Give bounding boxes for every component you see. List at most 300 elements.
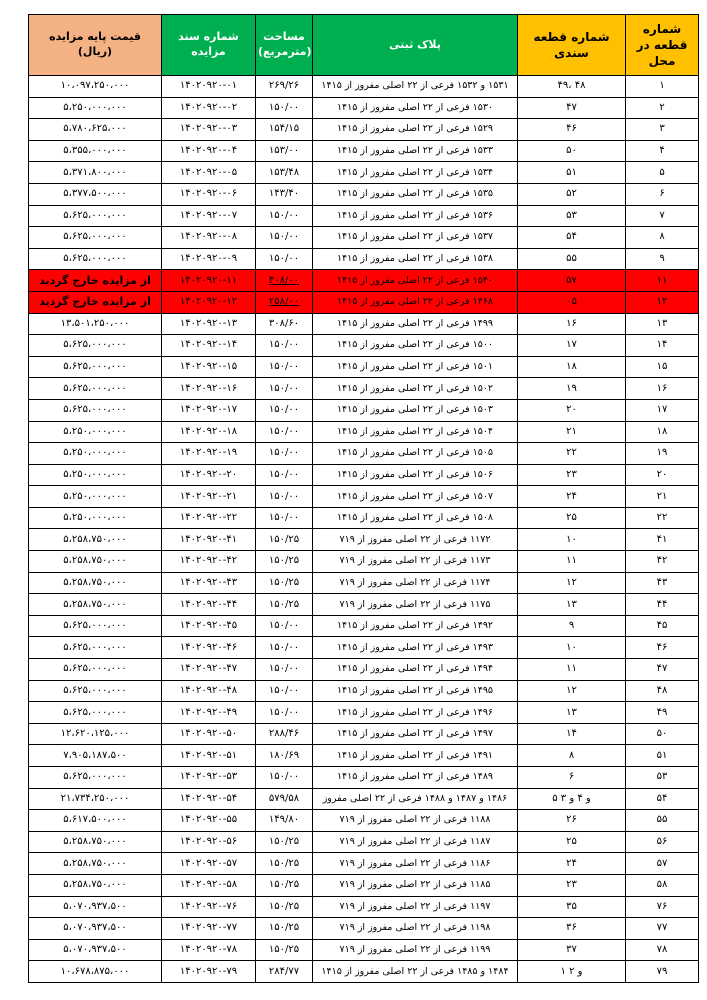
area-cell: ۱۸۰/۶۹: [256, 745, 313, 767]
price-cell: ۷،۹۰۵،۱۸۷،۵۰۰: [29, 745, 162, 767]
plak-cell: ۱۵۰۸ فرعی از ۲۲ اصلی مفروز از ۱۴۱۵: [313, 507, 518, 529]
table-row: [29, 896, 699, 918]
doc-number-cell: ۱۴۰۲۰۹۲۰-۵۴: [162, 788, 256, 810]
sanad-lot-cell: ۲۵: [518, 507, 626, 529]
price-cell: ۵،۰۷۰،۹۳۷،۵۰۰: [29, 939, 162, 961]
area-cell: ۳۰۸/۶۰: [256, 313, 313, 335]
area-cell: ۱۵۰/۲۵: [256, 874, 313, 896]
sanad-lot-cell: ۵۵: [518, 248, 626, 270]
doc-number-cell: ۱۴۰۲۰۹۲۰-۰۷: [162, 205, 256, 227]
table-row: [29, 680, 699, 702]
doc-number-cell: ۱۴۰۲۰۹۲۰-۷۶: [162, 896, 256, 918]
plak-cell: ۱۱۷۲ فرعی از ۲۲ اصلی مفروز از ۷۱۹: [313, 529, 518, 551]
table-row: [29, 637, 699, 659]
doc-number-cell: ۱۴۰۲۰۹۲۰-۰۳: [162, 119, 256, 141]
table-row: [29, 594, 699, 616]
local-lot-cell: ۴: [626, 140, 699, 162]
area-cell: ۲۸۸/۴۶: [256, 723, 313, 745]
area-cell: ۱۵۰/۲۵: [256, 594, 313, 616]
table-row: [29, 97, 699, 119]
table-row-removed: [29, 270, 699, 292]
sanad-lot-cell: ۲۰: [518, 399, 626, 421]
doc-number-cell: ۱۴۰۲۰۹۲۰-۴۱: [162, 529, 256, 551]
local-lot-cell: ۱۸: [626, 421, 699, 443]
plak-cell: ۱۵۴۰ فرعی از ۲۲ اصلی مفروز از ۱۴۱۵: [313, 270, 518, 292]
doc-number-cell: ۱۴۰۲۰۹۲۰-۱۱: [162, 270, 256, 292]
sanad-lot-cell: ۵۴: [518, 227, 626, 249]
price-cell: ۱۳،۵۰۱،۲۵۰،۰۰۰: [29, 313, 162, 335]
price-cell: ۵،۶۲۵،۰۰۰،۰۰۰: [29, 205, 162, 227]
area-cell: ۱۵۰/۰۰: [256, 399, 313, 421]
plak-cell: ۱۴۹۹ فرعی از ۲۲ اصلی مفروز از ۱۴۱۵: [313, 313, 518, 335]
table-row: [29, 961, 699, 983]
price-cell: ۱۰،۶۷۸،۸۷۵،۰۰۰: [29, 961, 162, 983]
local-lot-cell: ۴۱: [626, 529, 699, 551]
header-price: قیمت پایه مزایده (ریال): [29, 15, 162, 76]
area-cell: ۱۵۳/۰۰: [256, 140, 313, 162]
plak-cell: ۱۴۸۶ و ۱۴۸۷ و ۱۴۸۸ فرعی از ۲۲ اصلی مفروز: [313, 788, 518, 810]
header-sanad-lot: شماره قطعه سندی: [518, 15, 626, 76]
sanad-lot-cell: ۱۲: [518, 572, 626, 594]
plak-cell: ۱۵۳۷ فرعی از ۲۲ اصلی مفروز از ۱۴۱۵: [313, 227, 518, 249]
plak-cell: ۱۴۹۳ فرعی از ۲۲ اصلی مفروز از ۱۴۱۵: [313, 637, 518, 659]
doc-number-cell: ۱۴۰۲۰۹۲۰-۵۱: [162, 745, 256, 767]
plak-cell: ۱۵۳۶ فرعی از ۲۲ اصلی مفروز از ۱۴۱۵: [313, 205, 518, 227]
area-cell: ۱۵۰/۰۰: [256, 464, 313, 486]
doc-number-cell: ۱۴۰۲۰۹۲۰-۱۴: [162, 335, 256, 357]
local-lot-cell: ۵۷: [626, 853, 699, 875]
doc-number-cell: ۱۴۰۲۰۹۲۰-۴۸: [162, 680, 256, 702]
price-cell: ۵،۰۷۰،۹۳۷،۵۰۰: [29, 918, 162, 940]
plak-cell: ۱۵۳۵ فرعی از ۲۲ اصلی مفروز از ۱۴۱۵: [313, 183, 518, 205]
local-lot-cell: ۴۳: [626, 572, 699, 594]
sanad-lot-cell: ۵۰: [518, 140, 626, 162]
plak-cell: ۱۵۰۰ فرعی از ۲۲ اصلی مفروز از ۱۴۱۵: [313, 335, 518, 357]
area-cell: ۱۵۰/۰۰: [256, 486, 313, 508]
table-row: [29, 702, 699, 724]
price-cell: ۵،۶۲۵،۰۰۰،۰۰۰: [29, 356, 162, 378]
table-row: [29, 356, 699, 378]
table-row: [29, 486, 699, 508]
doc-number-cell: ۱۴۰۲۰۹۲۰-۴۳: [162, 572, 256, 594]
doc-number-cell: ۱۴۰۲۰۹۲۰-۰۱: [162, 76, 256, 98]
doc-number-cell: ۱۴۰۲۰۹۲۰-۱۵: [162, 356, 256, 378]
local-lot-cell: ۲: [626, 97, 699, 119]
sanad-lot-cell: ۶: [518, 767, 626, 789]
table-row: [29, 248, 699, 270]
price-cell: ۵،۶۱۷،۵۰۰،۰۰۰: [29, 810, 162, 832]
plak-cell: ۱۱۹۷ فرعی از ۲۲ اصلی مفروز از ۷۱۹: [313, 896, 518, 918]
area-cell: ۱۵۴/۱۵: [256, 119, 313, 141]
plak-cell: ۱۱۸۶ فرعی از ۲۲ اصلی مفروز از ۷۱۹: [313, 853, 518, 875]
local-lot-cell: ۲۲: [626, 507, 699, 529]
table-row: [29, 76, 699, 98]
plak-cell: ۱۱۸۵ فرعی از ۲۲ اصلی مفروز از ۷۱۹: [313, 874, 518, 896]
sanad-lot-cell: ۲۳: [518, 874, 626, 896]
local-lot-cell: ۴۵: [626, 615, 699, 637]
plak-cell: ۱۱۹۸ فرعی از ۲۲ اصلی مفروز از ۷۱۹: [313, 918, 518, 940]
area-cell: ۱۵۰/۰۰: [256, 767, 313, 789]
doc-number-cell: ۱۴۰۲۰۹۲۰-۵۸: [162, 874, 256, 896]
area-cell: ۱۵۰/۰۰: [256, 615, 313, 637]
sanad-lot-cell: ۳۶: [518, 918, 626, 940]
price-cell: ۵،۶۲۵،۰۰۰،۰۰۰: [29, 702, 162, 724]
sanad-lot-cell: ۱۲: [518, 680, 626, 702]
local-lot-cell: ۱۲: [626, 291, 699, 313]
price-cell: ۵،۲۵۸،۷۵۰،۰۰۰: [29, 874, 162, 896]
sanad-lot-cell: ۵۳: [518, 205, 626, 227]
plak-cell: ۱۵۳۴ فرعی از ۲۲ اصلی مفروز از ۱۴۱۵: [313, 162, 518, 184]
local-lot-cell: ۷۶: [626, 896, 699, 918]
sanad-lot-cell: ۲۴: [518, 853, 626, 875]
sanad-lot-cell: ۸: [518, 745, 626, 767]
local-lot-cell: ۴۸: [626, 680, 699, 702]
sanad-lot-cell: ۱ و ۲: [518, 961, 626, 983]
area-cell: ۱۵۰/۰۰: [256, 659, 313, 681]
sanad-lot-cell: ۱۱: [518, 551, 626, 573]
doc-number-cell: ۱۴۰۲۰۹۲۰-۰۶: [162, 183, 256, 205]
table-row: [29, 162, 699, 184]
area-cell: ۱۵۰/۰۰: [256, 680, 313, 702]
local-lot-cell: ۴۲: [626, 551, 699, 573]
table-row: [29, 831, 699, 853]
local-lot-cell: ۱۶: [626, 378, 699, 400]
doc-number-cell: ۱۴۰۲۰۹۲۰-۱۸: [162, 421, 256, 443]
table-row: [29, 745, 699, 767]
sanad-lot-cell: ۱۳: [518, 594, 626, 616]
sanad-lot-cell: ۳۷: [518, 939, 626, 961]
price-cell: ۱۲،۶۲۰،۱۲۵،۰۰۰: [29, 723, 162, 745]
area-cell: ۱۵۰/۲۵: [256, 939, 313, 961]
table-row: [29, 227, 699, 249]
local-lot-cell: ۷۸: [626, 939, 699, 961]
price-cell: ۱۰،۰۹۷،۲۵۰،۰۰۰: [29, 76, 162, 98]
doc-number-cell: ۱۴۰۲۰۹۲۰-۱۶: [162, 378, 256, 400]
price-cell: ۵،۳۵۵،۰۰۰،۰۰۰: [29, 140, 162, 162]
price-cell: ۵،۲۵۰،۰۰۰،۰۰۰: [29, 421, 162, 443]
plak-cell: ۱۵۳۳ فرعی از ۲۲ اصلی مفروز از ۱۴۱۵: [313, 140, 518, 162]
doc-number-cell: ۱۴۰۲۰۹۲۰-۵۵: [162, 810, 256, 832]
sanad-lot-cell: ۱۱: [518, 659, 626, 681]
sanad-lot-cell: ۲۲: [518, 443, 626, 465]
sanad-lot-cell: ۲۱: [518, 421, 626, 443]
price-cell: ۵،۳۷۱،۸۰۰،۰۰۰: [29, 162, 162, 184]
doc-number-cell: ۱۴۰۲۰۹۲۰-۲۱: [162, 486, 256, 508]
table-row-removed: [29, 291, 699, 313]
table-row: [29, 335, 699, 357]
area-cell: ۴۰۸/۰۰: [256, 270, 313, 292]
price-cell: ۵،۶۲۵،۰۰۰،۰۰۰: [29, 659, 162, 681]
doc-number-cell: ۱۴۰۲۰۹۲۰-۴۵: [162, 615, 256, 637]
doc-number-cell: ۱۴۰۲۰۹۲۰-۷۹: [162, 961, 256, 983]
local-lot-cell: ۷۷: [626, 918, 699, 940]
plak-cell: ۱۵۰۷ فرعی از ۲۲ اصلی مفروز از ۱۴۱۵: [313, 486, 518, 508]
sanad-lot-cell: ۵۷: [518, 270, 626, 292]
area-cell: ۲۵۸/۰۰: [256, 291, 313, 313]
plak-cell: ۱۵۰۶ فرعی از ۲۲ اصلی مفروز از ۱۴۱۵: [313, 464, 518, 486]
table-row: [29, 551, 699, 573]
plak-cell: ۱۵۲۹ فرعی از ۲۲ اصلی مفروز از ۱۴۱۵: [313, 119, 518, 141]
price-cell: ۵،۶۲۵،۰۰۰،۰۰۰: [29, 767, 162, 789]
doc-number-cell: ۱۴۰۲۰۹۲۰-۴۲: [162, 551, 256, 573]
sanad-lot-cell: ۰۵: [518, 291, 626, 313]
plak-cell: ۱۴۹۵ فرعی از ۲۲ اصلی مفروز از ۱۴۱۵: [313, 680, 518, 702]
price-cell: از مزایده خارج گردید: [29, 270, 162, 292]
local-lot-cell: ۴۶: [626, 637, 699, 659]
doc-number-cell: ۱۴۰۲۰۹۲۰-۰۵: [162, 162, 256, 184]
header-area: مساحت (مترمربع): [256, 15, 313, 76]
price-cell: ۵،۲۵۰،۰۰۰،۰۰۰: [29, 97, 162, 119]
local-lot-cell: ۱۳: [626, 313, 699, 335]
doc-number-cell: ۱۴۰۲۰۹۲۰-۰۸: [162, 227, 256, 249]
plak-cell: ۱۱۷۵ فرعی از ۲۲ اصلی مفروز از ۷۱۹: [313, 594, 518, 616]
plak-cell: ۱۴۹۶ فرعی از ۲۲ اصلی مفروز از ۱۴۱۵: [313, 702, 518, 724]
local-lot-cell: ۷: [626, 205, 699, 227]
table-header: [29, 15, 699, 76]
plak-cell: ۱۵۰۵ فرعی از ۲۲ اصلی مفروز از ۱۴۱۵: [313, 443, 518, 465]
table-row: [29, 421, 699, 443]
local-lot-cell: ۱۱: [626, 270, 699, 292]
price-cell: ۵،۲۵۸،۷۵۰،۰۰۰: [29, 529, 162, 551]
doc-number-cell: ۱۴۰۲۰۹۲۰-۱۳: [162, 313, 256, 335]
local-lot-cell: ۹: [626, 248, 699, 270]
doc-number-cell: ۱۴۰۲۰۹۲۰-۰۹: [162, 248, 256, 270]
plak-cell: ۱۵۰۱ فرعی از ۲۲ اصلی مفروز از ۱۴۱۵: [313, 356, 518, 378]
local-lot-cell: ۱۴: [626, 335, 699, 357]
doc-number-cell: ۱۴۰۲۰۹۲۰-۴۶: [162, 637, 256, 659]
plak-cell: ۱۴۹۱ فرعی از ۲۲ اصلی مفروز از ۱۴۱۵: [313, 745, 518, 767]
area-cell: ۱۵۰/۰۰: [256, 227, 313, 249]
price-cell: ۲۱،۷۳۴،۲۵۰،۰۰۰: [29, 788, 162, 810]
auction-table-wrapper: [28, 14, 698, 983]
table-row: [29, 874, 699, 896]
price-cell: ۵،۰۷۰،۹۳۷،۵۰۰: [29, 896, 162, 918]
plak-cell: ۱۵۰۴ فرعی از ۲۲ اصلی مفروز از ۱۴۱۵: [313, 421, 518, 443]
price-cell: ۵،۶۲۵،۰۰۰،۰۰۰: [29, 335, 162, 357]
plak-cell: ۱۴۹۴ فرعی از ۲۲ اصلی مفروز از ۱۴۱۵: [313, 659, 518, 681]
area-cell: ۱۵۰/۰۰: [256, 507, 313, 529]
sanad-lot-cell: ۲۵: [518, 831, 626, 853]
price-cell: ۵،۲۵۰،۰۰۰،۰۰۰: [29, 507, 162, 529]
price-cell: ۵،۶۲۵،۰۰۰،۰۰۰: [29, 680, 162, 702]
table-row: [29, 918, 699, 940]
area-cell: ۱۵۰/۲۵: [256, 529, 313, 551]
table-row: [29, 183, 699, 205]
price-cell: ۵،۶۲۵،۰۰۰،۰۰۰: [29, 248, 162, 270]
area-cell: ۱۵۰/۰۰: [256, 356, 313, 378]
plak-cell: ۱۴۸۴ و ۱۴۸۵ فرعی از ۲۲ اصلی مفروز از ۱۴۱۵: [313, 961, 518, 983]
area-cell: ۱۴۳/۴۰: [256, 183, 313, 205]
doc-number-cell: ۱۴۰۲۰۹۲۰-۴۴: [162, 594, 256, 616]
area-cell: ۱۵۰/۲۵: [256, 853, 313, 875]
area-cell: ۱۵۰/۰۰: [256, 702, 313, 724]
table-row: [29, 507, 699, 529]
area-cell: ۲۶۹/۲۶: [256, 76, 313, 98]
doc-number-cell: ۱۴۰۲۰۹۲۰-۷۷: [162, 918, 256, 940]
area-cell: ۱۵۰/۰۰: [256, 443, 313, 465]
local-lot-cell: ۵۶: [626, 831, 699, 853]
plak-cell: ۱۱۷۴ فرعی از ۲۲ اصلی مفروز از ۷۱۹: [313, 572, 518, 594]
plak-cell: ۱۵۳۱ و ۱۵۳۲ فرعی از ۲۲ اصلی مفروز از ۱۴۱۵: [313, 76, 518, 98]
area-cell: ۱۵۰/۰۰: [256, 205, 313, 227]
doc-number-cell: ۱۴۰۲۰۹۲۰-۰۲: [162, 97, 256, 119]
local-lot-cell: ۵۰: [626, 723, 699, 745]
doc-number-cell: ۱۴۰۲۰۹۲۰-۱۲: [162, 291, 256, 313]
doc-number-cell: ۱۴۰۲۰۹۲۰-۵۰: [162, 723, 256, 745]
auction-table: [28, 14, 699, 983]
area-cell: ۱۵۰/۰۰: [256, 378, 313, 400]
table-row: [29, 853, 699, 875]
sanad-lot-cell: ۱۶: [518, 313, 626, 335]
area-cell: ۱۵۰/۰۰: [256, 335, 313, 357]
plak-cell: ۱۴۹۷ فرعی از ۲۲ اصلی مفروز از ۱۴۱۵: [313, 723, 518, 745]
sanad-lot-cell: ۱۷: [518, 335, 626, 357]
sanad-lot-cell: ۵۲: [518, 183, 626, 205]
price-cell: ۵،۳۷۷،۵۰۰،۰۰۰: [29, 183, 162, 205]
sanad-lot-cell: ۴۷: [518, 97, 626, 119]
area-cell: ۱۵۰/۰۰: [256, 637, 313, 659]
area-cell: ۱۴۹/۸۰: [256, 810, 313, 832]
area-cell: ۱۵۰/۰۰: [256, 97, 313, 119]
local-lot-cell: ۵۸: [626, 874, 699, 896]
local-lot-cell: ۸: [626, 227, 699, 249]
local-lot-cell: ۱۷: [626, 399, 699, 421]
price-cell: ۵،۶۲۵،۰۰۰،۰۰۰: [29, 227, 162, 249]
plak-cell: ۱۱۸۸ فرعی از ۲۲ اصلی مفروز از ۷۱۹: [313, 810, 518, 832]
doc-number-cell: ۱۴۰۲۰۹۲۰-۱۷: [162, 399, 256, 421]
area-cell: ۱۵۰/۲۵: [256, 572, 313, 594]
doc-number-cell: ۱۴۰۲۰۹۲۰-۴۷: [162, 659, 256, 681]
table-row: [29, 939, 699, 961]
price-cell: ۵،۲۵۸،۷۵۰،۰۰۰: [29, 594, 162, 616]
local-lot-cell: ۱۹: [626, 443, 699, 465]
sanad-lot-cell: ۱۰: [518, 529, 626, 551]
doc-number-cell: ۱۴۰۲۰۹۲۰-۴۹: [162, 702, 256, 724]
price-cell: ۵،۶۲۵،۰۰۰،۰۰۰: [29, 378, 162, 400]
table-row: [29, 399, 699, 421]
sanad-lot-cell: ۳۵: [518, 896, 626, 918]
table-row: [29, 659, 699, 681]
area-cell: ۱۵۰/۰۰: [256, 421, 313, 443]
local-lot-cell: ۷۹: [626, 961, 699, 983]
local-lot-cell: ۵۵: [626, 810, 699, 832]
price-cell: ۵،۶۲۵،۰۰۰،۰۰۰: [29, 615, 162, 637]
local-lot-cell: ۲۰: [626, 464, 699, 486]
price-cell: از مزایده خارج گردید: [29, 291, 162, 313]
local-lot-cell: ۴۷: [626, 659, 699, 681]
local-lot-cell: ۴۴: [626, 594, 699, 616]
area-cell: ۱۵۰/۲۵: [256, 551, 313, 573]
sanad-lot-cell: ۱۸: [518, 356, 626, 378]
table-body: [29, 76, 699, 983]
table-row: [29, 205, 699, 227]
sanad-lot-cell: ۲۴: [518, 486, 626, 508]
area-cell: ۱۵۰/۰۰: [256, 248, 313, 270]
sanad-lot-cell: ۴۶: [518, 119, 626, 141]
price-cell: ۵،۲۵۸،۷۵۰،۰۰۰: [29, 831, 162, 853]
sanad-lot-cell: ۵ و ۴ و ۳: [518, 788, 626, 810]
sanad-lot-cell: ۵۱: [518, 162, 626, 184]
plak-cell: ۱۵۰۲ فرعی از ۲۲ اصلی مفروز از ۱۴۱۵: [313, 378, 518, 400]
price-cell: ۵،۲۵۰،۰۰۰،۰۰۰: [29, 443, 162, 465]
local-lot-cell: ۴۹: [626, 702, 699, 724]
table-row: [29, 723, 699, 745]
table-row: [29, 313, 699, 335]
price-cell: ۵،۶۲۵،۰۰۰،۰۰۰: [29, 399, 162, 421]
local-lot-cell: ۱: [626, 76, 699, 98]
sanad-lot-cell: ۲۶: [518, 810, 626, 832]
local-lot-cell: ۵: [626, 162, 699, 184]
doc-number-cell: ۱۴۰۲۰۹۲۰-۵۶: [162, 831, 256, 853]
header-plak: پلاک ثبتی: [313, 15, 518, 76]
price-cell: ۵،۲۵۸،۷۵۰،۰۰۰: [29, 853, 162, 875]
price-cell: ۵،۲۵۰،۰۰۰،۰۰۰: [29, 486, 162, 508]
plak-cell: ۱۴۶۸ فرعی از ۲۲ اصلی مفروز از ۱۴۱۵: [313, 291, 518, 313]
doc-number-cell: ۱۴۰۲۰۹۲۰-۱۹: [162, 443, 256, 465]
local-lot-cell: ۵۱: [626, 745, 699, 767]
plak-cell: ۱۵۳۸ فرعی از ۲۲ اصلی مفروز از ۱۴۱۵: [313, 248, 518, 270]
doc-number-cell: ۱۴۰۲۰۹۲۰-۲۲: [162, 507, 256, 529]
area-cell: ۱۵۰/۲۵: [256, 831, 313, 853]
table-row: [29, 788, 699, 810]
plak-cell: ۱۱۷۳ فرعی از ۲۲ اصلی مفروز از ۷۱۹: [313, 551, 518, 573]
local-lot-cell: ۳: [626, 119, 699, 141]
local-lot-cell: ۲۱: [626, 486, 699, 508]
doc-number-cell: ۱۴۰۲۰۹۲۰-۵۳: [162, 767, 256, 789]
area-cell: ۵۷۹/۵۸: [256, 788, 313, 810]
table-row: [29, 119, 699, 141]
doc-number-cell: ۱۴۰۲۰۹۲۰-۵۷: [162, 853, 256, 875]
sanad-lot-cell: ۱۴: [518, 723, 626, 745]
sanad-lot-cell: ۴۹، ۴۸: [518, 76, 626, 98]
doc-number-cell: ۱۴۰۲۰۹۲۰-۰۴: [162, 140, 256, 162]
table-row: [29, 140, 699, 162]
plak-cell: ۱۵۰۳ فرعی از ۲۲ اصلی مفروز از ۱۴۱۵: [313, 399, 518, 421]
table-row: [29, 615, 699, 637]
price-cell: ۵،۲۵۸،۷۵۰،۰۰۰: [29, 551, 162, 573]
price-cell: ۵،۲۵۸،۷۵۰،۰۰۰: [29, 572, 162, 594]
table-row: [29, 767, 699, 789]
sanad-lot-cell: ۲۳: [518, 464, 626, 486]
price-cell: ۵،۲۵۰،۰۰۰،۰۰۰: [29, 464, 162, 486]
area-cell: ۱۵۰/۲۵: [256, 896, 313, 918]
table-row: [29, 443, 699, 465]
sanad-lot-cell: ۱۳: [518, 702, 626, 724]
local-lot-cell: ۱۵: [626, 356, 699, 378]
plak-cell: ۱۵۳۰ فرعی از ۲۲ اصلی مفروز از ۱۴۱۵: [313, 97, 518, 119]
plak-cell: ۱۴۸۹ فرعی از ۲۲ اصلی مفروز از ۱۴۱۵: [313, 767, 518, 789]
sanad-lot-cell: ۱۹: [518, 378, 626, 400]
plak-cell: ۱۱۸۷ فرعی از ۲۲ اصلی مفروز از ۷۱۹: [313, 831, 518, 853]
sanad-lot-cell: ۱۰: [518, 637, 626, 659]
table-row: [29, 572, 699, 594]
area-cell: ۱۵۰/۲۵: [256, 918, 313, 940]
local-lot-cell: ۶: [626, 183, 699, 205]
header-local-lot: شماره قطعه در محل: [626, 15, 699, 76]
table-row: [29, 529, 699, 551]
price-cell: ۵،۷۸۰،۶۲۵،۰۰۰: [29, 119, 162, 141]
sanad-lot-cell: ۹: [518, 615, 626, 637]
area-cell: ۱۵۳/۴۸: [256, 162, 313, 184]
local-lot-cell: ۵۴: [626, 788, 699, 810]
header-row: [29, 15, 699, 76]
table-row: [29, 378, 699, 400]
local-lot-cell: ۵۳: [626, 767, 699, 789]
header-doc-number: شماره سند مزایده: [162, 15, 256, 76]
doc-number-cell: ۱۴۰۲۰۹۲۰-۷۸: [162, 939, 256, 961]
price-cell: ۵،۶۲۵،۰۰۰،۰۰۰: [29, 637, 162, 659]
doc-number-cell: ۱۴۰۲۰۹۲۰-۲۰: [162, 464, 256, 486]
